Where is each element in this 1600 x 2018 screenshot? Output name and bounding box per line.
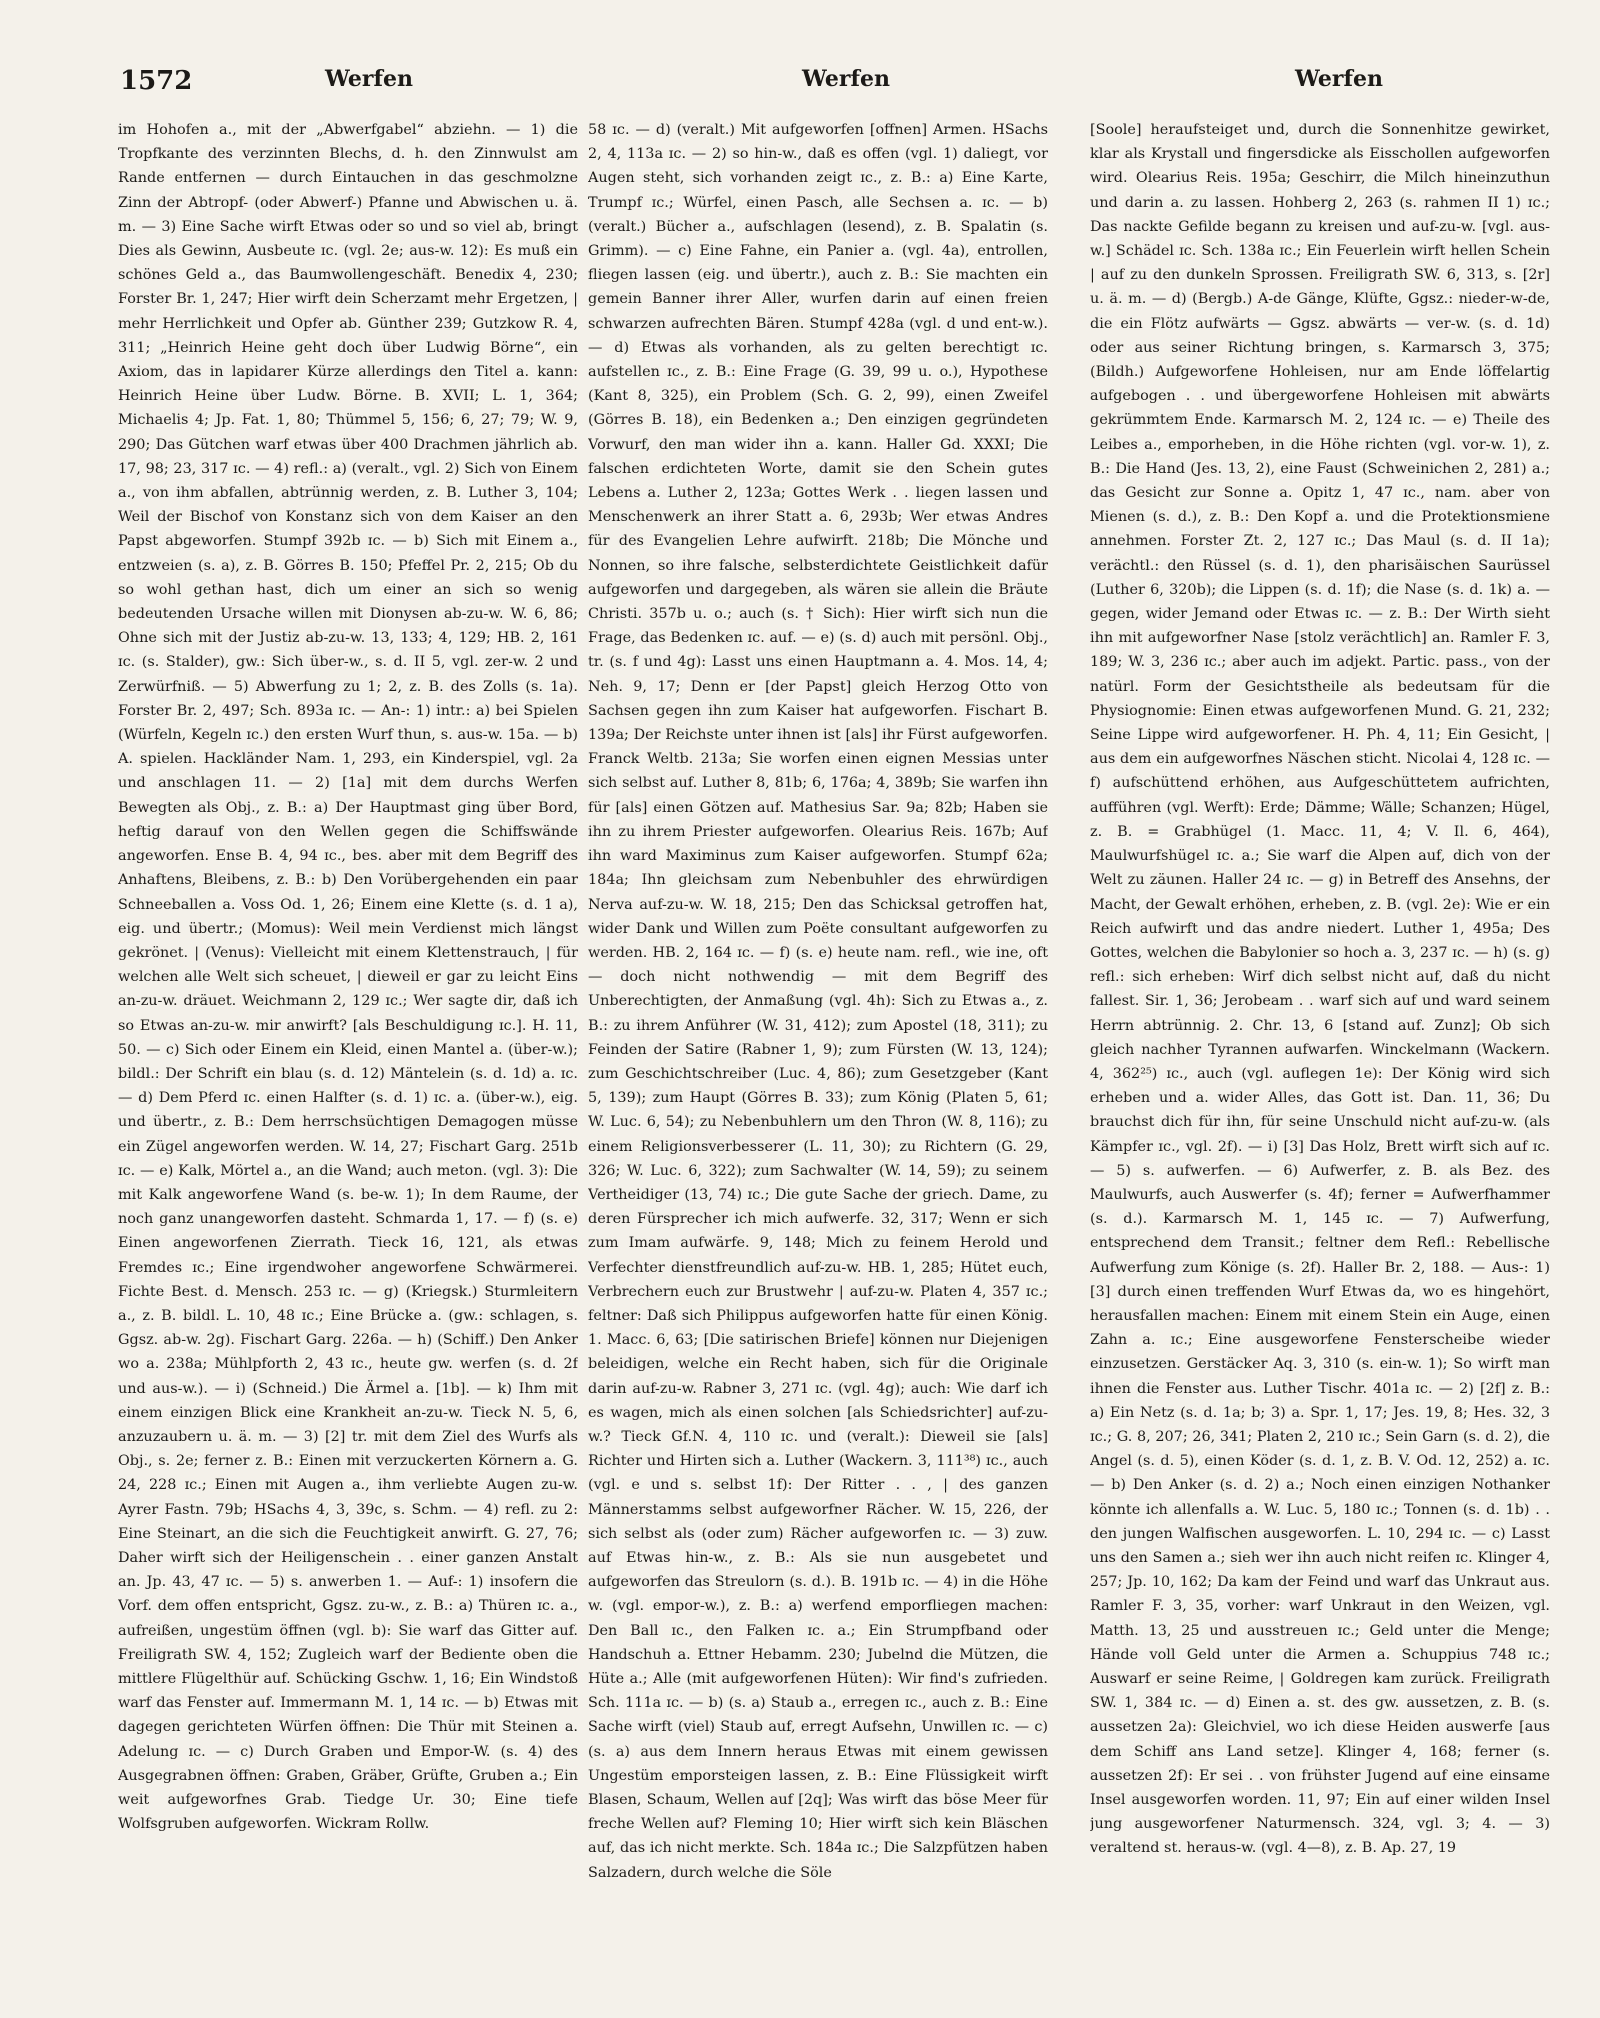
- running-headword-center: Werfen: [802, 66, 890, 92]
- column-text: [Soole] heraufsteiget und, durch die Sonnenhitze gewirket, klar als Krystall und fingersdicke als Eisschollen aufgeworfen wird. Olearius Reis. 195a; Geschirr, die Milch hineinzuthun und darin a. zu lassen. Hohberg 2, 263 (s. rahmen II 1) ɪc.; Das nackte Gefilde begann zu kreisen und auf-zu-w. [vgl. aus-w.] Schädel ɪc. Sch. 138a ɪc.; Ein Feuerlein wirft hellen Schein | auf zu den dunkeln Sprossen. Freiligrath SW. 6, 313, s. [2r] u. ä. m. — d) (Bergb.) A-de Gänge, Klüfte, Ggsz.: nieder-w-de, die ein Flötz aufwärts — Ggsz. abwärts — ver-w. (s. d. 1d) oder aus seiner Richtung bringen, s. Karmarsch 3, 375; (Bildh.) Aufgeworfene Hohleisen, nur am Ende löffelartig aufgebogen . . und übergeworfene Hohleisen mit abwärts gekrümmtem Ende. Karmarsch M. 2, 124 ɪc. — e) Theile des Leibes a., emporheben, in die Höhe richten (vgl. vor-w. 1), z. B.: Die Hand (Jes. 13, 2), eine Faust (Schweinichen 2, 281) a.; das Gesicht zur Sonne a. Opitz 1, 47 ɪc., nam. aber von Mienen (s. d.), z. B.: Den Kopf a. und die Protektionsmiene annehmen. Forster Zt. 2, 127 ɪc.; Das Maul (s. d. II 1a); verächtl.: den Rüssel (s. d. 1), den pharisäischen Saurüssel (Luther 6, 320b); die Lippen (s. d. 1f); die Nase (s. d. 1k) a. — gegen, wider Jemand oder Etwas ɪc. — z. B.: Der Wirth sieht ihn mit aufgeworfner Nase [stolz verächtlich] an. Ramler F. 3, 189; W. 3, 236 ɪc.; aber auch im adjekt. Partic. pass., von der natürl. Form der Gesichtstheile als bedeutsam für die Physiognomie: Einen etwas aufgeworfenen Mund. G. 21, 232; Seine Lippe wird aufgeworfener. H. Ph. 4, 11; Ein Gesicht, | aus dem ein aufgeworfnes Näschen sticht. Nicolai 4, 128 ɪc. — f) aufschüttend erhöhen, aus Aufgeschüttetem aufrichten, aufführen (vgl. Werft): Erde; Dämme; Wälle; Schanzen; Hügel, z. B. = Grabhügel (1. Macc. 11, 4; V. Il. 6, 464), Maulwurfshügel ɪc. a.; Sie warf die Alpen auf, dich von der Welt zu zäunen. Haller 24 ɪc. — g) in Betreff des Ansehns, der Macht, der Gewalt erhöhen, erheben, z. B. (vgl. 2e): Wie er ein Reich aufwirft und das andre niedert. Luther 1, 495a; Des Gottes, welchen die Babylonier so hoch a. 3, 237 ɪc. — h) (s. g) refl.: sich erheben: Wirf dich selbst nicht auf, daß du nicht fallest. Sir. 1, 36; Jerobeam . . warf sich auf und ward seinem Herrn abtrünnig. 2. Chr. 13, 6 [stand auf. Zunz]; Ob sich gleich nachher Tyrannen aufwarfen. Winckelmann (Wackern. 4, 362²⁵) ɪc., auch (vgl. auflegen 1e): Der König wird sich erheben und a. wider Alles, das Gott ist. Dan. 11, 36; Du brauchst dich für ihn, für seine Unschuld nicht auf-zu-w. (als Kämpfer ɪc., vgl. 2f). — i) [3] Das Holz, Brett wirft sich auf ɪc. — 5) s. aufwerfen. — 6) Aufwerfer, z. B. als Bez. des Maulwurfs, auch Auswerfer (s. 4f); ferner = Aufwerfhammer (s. d.). Karmarsch M. 1, 145 ɪc. — 7) Aufwerfung, entsprechend dem Transit.; feltner dem Refl.: Rebellische Aufwerfung zum Könige (s. 2f). Haller Br. 2, 188. — Aus-: 1) [3] durch einen treffenden Wurf Etwas da, wo es hingehört, herausfallen machen: Einem mit einem Stein ein Auge, einen Zahn a. ɪc.; Eine ausgeworfene Fensterscheibe wieder einzusetzen. Gerstäcker Aq. 3, 310 (s. ein-w. 1); So wirft man ihnen die Fenster aus. Luther Tischr. 401a ɪc. — 2) [2f] z. B.: a) Ein Netz (s. d. 1a; b; 3) a. Spr. 1, 17; Jes. 19, 8; Hes. 32, 3 ɪc.; G. 8, 207; 26, 341; Platen 2, 210 ɪc.; Sein Garn (s. d. 2), die Angel (s. d. 5), einen Köder (s. d. 1, z. B. V. Od. 12, 252) a. ɪc. — b) Den Anker (s. d. 2) a.; Noch einen einzigen Nothanker könnte ich allenfalls a. W. Luc. 5, 180 ɪc.; Tonnen (s. d. 1b) . . den jungen Walfischen ausgeworfen. L. 10, 294 ɪc. — c) Lasst uns den Samen a.; sieh wer ihn auch nicht reifen ɪc. Klinger 4, 257; Jp. 10, 162; Da kam der Feind und warf das Unkraut aus. Ramler F. 3, 35, vorher: warf Unkraut in den Weizen, vgl. Matth. 13, 25 und ausstreuen ɪc.; Geld unter die Menge; Hände voll Geld unter die Armen a. Schuppius 748 ɪc.; Auswarf er seine Reime, | Goldregen kam zurück. Freiligrath SW. 1, 384 ɪc. — d) Einen a. st. des gw. aussetzen, z. B. (s. aussetzen 2a): Gleichviel, wo ich diese Heiden auswerfe [aus dem Schiff ans Land setze]. Klinger 4, 168; ferner (s. aussetzen 2f): Er sei . . von frühster Jugend auf eine einsame Insel ausgeworfen worden. 11, 97; Ein auf einer wilden Insel jung ausgeworfener Naturmensch. 324, vgl. 3; 4. — 3) veraltend st. heraus-w. (vgl. 4—8), z. B. Ap. 27, 19: [1090, 122, 1550, 1857]
- text-column-1: [118, 118, 578, 2003]
- text-column-3: [1090, 118, 1550, 2003]
- running-headword-right: Werfen: [1295, 66, 1383, 92]
- text-column-2: [588, 118, 1048, 2003]
- column-text: im Hohofen a., mit der „Abwerfgabel“ abziehn. — 1) die Tropfkante des verzinnten Blechs, d. h. den Zinnwulst am Rande entfernen — durch Eintauchen in das geschmolzne Zinn der Abtropf- (oder Abwerf-) Pfanne und Abwischen u. ä. m. — 3) Eine Sache wirft Etwas oder so und so viel ab, bringt Dies als Gewinn, Ausbeute ɪc. (vgl. 2e; aus-w. 12): Es muß ein schönes Geld a., das Baumwollengeschäft. Benedix 4, 230; Forster Br. 1, 247; Hier wirft dein Scherzamt mehr Ergetzen, | mehr Herrlichkeit und Opfer ab. Günther 239; Gutzkow R. 4, 311; „Heinrich Heine geht doch über Ludwig Börne“, ein Axiom, das in lapidarer Kürze allerdings den Titel a. kann: Heinrich Heine über Ludw. Börne. B. XVII; L. 1, 364; Michaelis 4; Jp. Fat. 1, 80; Thümmel 5, 156; 6, 27; 79; W. 9, 290; Das Gütchen warf etwas über 400 Drachmen jährlich ab. 17, 98; 23, 317 ɪc. — 4) refl.: a) (veralt., vgl. 2) Sich von Einem a., von ihm abfallen, abtrünnig werden, z. B. Luther 3, 104; Weil der Bischof von Konstanz sich von dem Kaiser an den Papst abgeworfen. Stumpf 392b ɪc. — b) Sich mit Einem a., entzweien (s. a), z. B. Görres B. 150; Pfeffel Pr. 2, 215; Ob du so wohl gethan hast, dich um einer an sich so wenig bedeutenden Ursache willen mit Dionysen ab-zu-w. W. 6, 86; Ohne sich mit der Justiz ab-zu-w. 13, 133; 4, 129; HB. 2, 161 ɪc. (s. Stalder), gw.: Sich über-w., s. d. II 5, vgl. zer-w. 2 und Zerwürfniß. — 5) Abwerfung zu 1; 2, z. B. des Zolls (s. 1a). Forster Br. 2, 497; Sch. 893a ɪc. — An-: 1) intr.: a) bei Spielen (Würfeln, Kegeln ɪc.) den ersten Wurf thun, s. aus-w. 15a. — b) A. spielen. Hackländer Nam. 1, 293, ein Kinderspiel, vgl. 2a und anschlagen 11. — 2) [1a] mit dem durchs Werfen Bewegten als Obj., z. B.: a) Der Hauptmast ging über Bord, heftig darauf von den Wellen gegen die Schiffswände angeworfen. Ense B. 4, 94 ɪc., bes. aber mit dem Begriff des Anhaftens, Bleibens, z. B.: b) Den Vorübergehenden ein paar Schneeballen a. Voss Od. 1, 26; Einem eine Klette (s. d. 1 a), eig. und übertr.; (Momus): Weil mein Verdienst mich längst gekrönet. | (Venus): Vielleicht mit einem Klettenstrauch, | für welchen alle Welt sich scheuet, | dieweil er gar zu leicht Eins an-zu-w. dräuet. Weichmann 2, 129 ɪc.; Wer sagte dir, daß ich so Etwas an-zu-w. mir anwirft? [als Beschuldigung ɪc.]. H. 11, 50. — c) Sich oder Einem ein Kleid, einen Mantel a. (über-w.); bildl.: Der Schrift ein blau (s. d. 12) Mäntelein (s. d. 1d) a. ɪc. — d) Dem Pferd ɪc. einen Halfter (s. d. 1) ɪc. a. (über-w.), eig. und übertr., z. B.: Dem herrschsüchtigen Demagogen müsse ein Zügel angeworfen werden. W. 14, 27; Fischart Garg. 251b ɪc. — e) Kalk, Mörtel a., an die Wand; auch meton. (vgl. 3): Die mit Kalk angeworfene Wand (s. be-w. 1); In dem Raume, der noch ganz unangeworfen dasteht. Schmarda 1, 17. — f) (s. e) Einen angeworfenen Zierrath. Tieck 16, 121, als etwas Fremdes ɪc.; Eine irgendwoher angeworfene Schwärmerei. Fichte Best. d. Mensch. 253 ɪc. — g) (Kriegsk.) Sturmleitern a., z. B. bildl. L. 10, 48 ɪc.; Eine Brücke a. (gw.: schlagen, s. Ggsz. ab-w. 2g). Fischart Garg. 226a. — h) (Schiff.) Den Anker wo a. 238a; Mühlpforth 2, 43 ɪc., heute gw. werfen (s. d. 2f und aus-w.). — i) (Schneid.) Die Ärmel a. [1b]. — k) Ihm mit einem einzigen Blick eine Krankheit an-zu-w. Tieck N. 5, 6, anzuzaubern u. ä. m. — 3) [2] tr. mit dem Ziel des Wurfs als Obj., s. 2e; ferner z. B.: Einen mit verzuckerten Körnern a. G. 24, 228 ɪc.; Einen mit Augen a., ihm verliebte Augen zu-w. Ayrer Fastn. 79b; HSachs 4, 3, 39c, s. Schm. — 4) refl. zu 2: Eine Steinart, an die sich die Feuchtigkeit anwirft. G. 27, 76; Daher wirft sich der Heiligenschein . . einer ganzen Anstalt an. Jp. 43, 47 ɪc. — 5) s. anwerben 1. — Auf-: 1) insofern die Vorf. dem offen entspricht, Ggsz. zu-w., z. B.: a) Thüren ɪc. a., aufreißen, ungestüm öffnen (vgl. b): Sie warf das Gitter auf. Freiligrath SW. 4, 152; Zugleich warf der Bediente oben die mittlere Flügelthür auf. Schücking Gschw. 1, 16; Ein Windstoß warf das Fenster auf. Immermann M. 1, 14 ɪc. — b) Etwas mit dagegen gerichteten Würfen öffnen: Die Thür mit Steinen a. Adelung ɪc. — c) Durch Graben und Empor-W. (s. 4) des Ausgegrabnen öffnen: Graben, Gräber, Grüfte, Gruben a.; Ein weit aufgeworfnes Grab. Tiedge Ur. 30; Eine tiefe Wolfsgruben aufgeworfen. Wickram Rollw.: [118, 122, 578, 1833]
- page-header: [0, 66, 1600, 106]
- column-text: 58 ɪc. — d) (veralt.) Mit aufgeworfen [offnen] Armen. HSachs 2, 4, 113a ɪc. — 2) so hin-w., daß es offen (vgl. 1) daliegt, vor Augen steht, sich vorhanden zeigt ɪc., z. B.: a) Eine Karte, Trumpf ɪc.; Würfel, einen Pasch, alle Sechsen a. ɪc. — b) (veralt.) Bücher a., aufschlagen (lesend), z. B. Spalatin (s. Grimm). — c) Eine Fahne, ein Panier a. (vgl. 4a), entrollen, fliegen lassen (eig. und übertr.), auch z. B.: Sie machten ein gemein Banner ihrer Aller, wurfen darin auf einen freien schwarzen aufrechten Bären. Stumpf 428a (vgl. d und ent-w.). — d) Etwas als vorhanden, als zu gelten berechtigt ɪc. aufstellen ɪc., z. B.: Eine Frage (G. 39, 99 u. o.), Hypothese (Kant 8, 325), ein Problem (Sch. G. 2, 99), einen Zweifel (Görres B. 18), ein Bedenken a.; Den einzigen gegründeten Vorwurf, den man wider ihn a. kann. Haller Gd. XXXI; Die falschen erdichteten Worte, damit sie den Schein gutes Lebens a. Luther 2, 123a; Gottes Werk . . liegen lassen und Menschenwerk an ihrer Statt a. 6, 293b; Wer etwas Andres für des Evangelien Lehre aufwirft. 218b; Die Mönche und Nonnen, so ihre falsche, selbsterdichtete Geistlichkeit dafür aufgeworfen und dargegeben, als wären sie allein die Bräute Christi. 357b u. o.; auch (s. † Sich): Hier wirft sich nun die Frage, das Bedenken ɪc. auf. — e) (s. d) auch mit persönl. Obj., tr. (s. f und 4g): Lasst uns einen Hauptmann a. 4. Mos. 14, 4; Neh. 9, 17; Denn er [der Papst] gleich Herzog Otto von Sachsen gegen ihn zum Kaiser hat aufgeworfen. Fischart B. 139a; Der Reichste unter ihnen ist [als] ihr Fürst aufgeworfen. Franck Weltb. 213a; Sie worfen einen eignen Messias unter sich selbst auf. Luther 8, 81b; 6, 176a; 4, 389b; Sie warfen ihn für [als] einen Götzen auf. Mathesius Sar. 9a; 82b; Haben sie ihn zu ihrem Priester aufgeworfen. Olearius Reis. 167b; Auf ihn ward Maximinus zum Kaiser aufgeworfen. Stumpf 62a; 184a; Ihn gleichsam zum Nebenbuhler des ehrwürdigen Nerva auf-zu-w. W. 18, 215; Den das Schicksal getroffen hat, wider Dank und Willen zum Poëte consultant aufgeworfen zu werden. HB. 2, 164 ɪc. — f) (s. e) heute nam. refl., wie ine, oft — doch nicht nothwendig — mit dem Begriff des Unberechtigten, der Anmaßung (vgl. 4h): Sich zu Etwas a., z. B.: zu ihrem Anführer (W. 31, 412); zum Apostel (18, 311); zu Feinden der Satire (Rabner 1, 9); zum Fürsten (W. 13, 124); zum Geschichtschreiber (Luc. 4, 86); zum Gesetzgeber (Kant 5, 139); zum Haupt (Görres B. 33); zum König (Platen 5, 61; W. Luc. 6, 54); zu Nebenbuhlern um den Thron (W. 8, 116); zu einem Religionsverbesserer (L. 11, 30); zu Richtern (G. 29, 326; W. Luc. 6, 322); zum Sachwalter (W. 14, 59); zu seinem Vertheidiger (13, 74) ɪc.; Die gute Sache der griech. Dame, zu deren Fürsprecher ich mich aufwerfe. 32, 317; Wenn er sich zum Imam aufwärfe. 9, 148; Mich zu feinem Herold und Verfechter dienstfreundlich auf-zu-w. HB. 1, 285; Hütet euch, Verbrechern euch zur Brustwehr | auf-zu-w. Platen 4, 357 ɪc.; feltner: Daß sich Philippus aufgeworfen hatte für einen König. 1. Macc. 6, 63; [Die satirischen Briefe] können nur Diejenigen beleidigen, welche ein Recht haben, sich für die Originale darin auf-zu-w. Rabner 3, 271 ɪc. (vgl. 4g); auch: Wie darf ich es wagen, mich als einen solchen [als Schiedsrichter] auf-zu-w.? Tieck Gf.N. 4, 110 ɪc. und (veralt.): Dieweil sie [als] Richter und Hirten sich a. Luther (Wackern. 3, 111³⁸) ɪc., auch (vgl. e und s. selbst 1f): Der Ritter . . , | des ganzen Männerstamms selbst aufgeworfner Rächer. W. 15, 226, der sich selbst als (oder zum) Rächer aufgeworfen ɪc. — 3) zuw. auf Etwas hin-w., z. B.: Als sie nun ausgebetet und aufgeworfen das Streulorn (s. d.). B. 191b ɪc. — 4) in die Höhe w. (vgl. empor-w.), z. B.: a) werfend emporfliegen machen: Den Ball ɪc., den Falken ɪc. a.; Ein Strumpfband oder Handschuh a. Ettner Hebamm. 230; Jubelnd die Mützen, die Hüte a.; Alle (mit aufgeworfenen Hüten): Wir find's zufrieden. Sch. 111a ɪc. — b) (s. a) Staub a., erregen ɪc., auch z. B.: Eine Sache wirft (viel) Staub auf, erregt Aufsehn, Unwillen ɪc. — c) (s. a) aus dem Innern heraus Etwas mit einem gewissen Ungestüm emporsteigen lassen, z. B.: Eine Flüssigkeit wirft Blasen, Schaum, Wellen auf [2q]; Was wirft das böse Meer für freche Wellen auf? Fleming 10; Hier wirft sich kein Bläschen auf, das ich nicht merkte. Sch. 184a ɪc.; Die Salzpfützen haben Salzadern, durch welche die Söle: [588, 122, 1048, 1881]
- page-number: 1572: [120, 66, 193, 96]
- running-headword-left: Werfen: [325, 66, 413, 92]
